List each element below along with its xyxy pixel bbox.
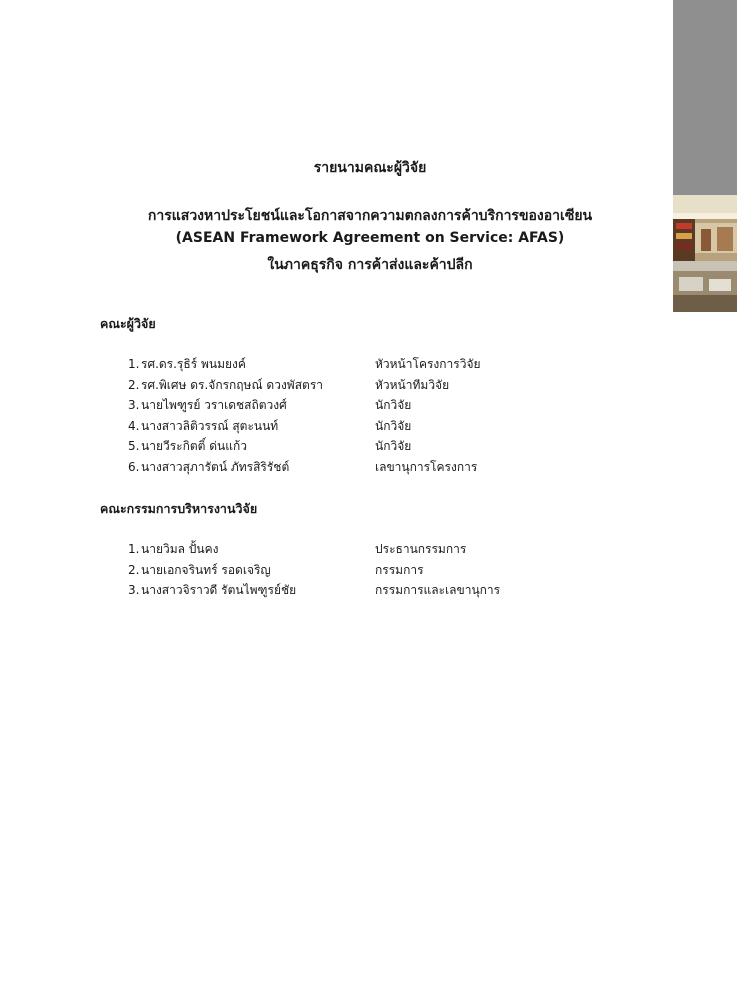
- section-heading-research-committee: คณะกรรมการบริหารงานวิจัย: [100, 501, 258, 516]
- member-role: นักวิจัย: [375, 439, 412, 453]
- member-role: นักวิจัย: [375, 398, 412, 412]
- list-item: [128, 457, 648, 478]
- member-name: รศ.พิเศษ ดร.จักรกฤษณ์ ดวงพัสตรา: [141, 377, 324, 392]
- list-item: [128, 354, 648, 375]
- member-name: นายไพฑูรย์ วราเดชสถิตวงศ์: [141, 398, 287, 412]
- item-number: 1.: [128, 357, 140, 371]
- member-role: กรรมการและเลขานุการ: [375, 583, 501, 597]
- store-interior-photo: [673, 195, 737, 312]
- member-role: หัวหน้าทีมวิจัย: [375, 377, 450, 392]
- member-role: เลขานุการโครงการ: [375, 459, 478, 474]
- research-committee-list: [128, 539, 648, 601]
- item-number: 6.: [128, 459, 140, 474]
- list-item: [128, 395, 648, 416]
- item-number: 3.: [128, 398, 140, 412]
- item-number: 2.: [128, 562, 140, 577]
- member-role: ประธานกรรมการ: [375, 542, 467, 556]
- research-team-list: [128, 354, 648, 477]
- project-title-line-1: การแสวงหาประโยชน์และโอกาสจากความตกลงการค้าบริการของอาเซียน: [147, 208, 593, 224]
- document-title: รายนามคณะผู้วิจัย: [313, 160, 427, 176]
- member-role: หัวหน้าโครงการวิจัย: [375, 357, 481, 371]
- item-number: 2.: [128, 377, 140, 392]
- side-band-decoration: [673, 0, 737, 195]
- item-number: 4.: [128, 418, 140, 433]
- list-item: [128, 416, 648, 437]
- project-title-line-3: ในภาคธุรกิจ การค้าส่งและค้าปลีก: [267, 257, 473, 273]
- member-name: นางสาวจิราวดี รัตนไพฑูรย์ชัย: [141, 583, 297, 597]
- member-role: กรรมการ: [375, 562, 424, 577]
- member-name: นางสาวสุภารัตน์ ภัทรสิริรัชต์: [141, 459, 290, 474]
- list-item: [128, 580, 648, 601]
- member-name: รศ.ดร.รุธิร์ พนมยงค์: [141, 357, 246, 371]
- member-name: นายวิมล ปั้นคง: [141, 542, 219, 556]
- list-item: [128, 436, 648, 457]
- section-heading-research-team: คณะผู้วิจัย: [100, 316, 156, 331]
- item-number: 5.: [128, 439, 140, 453]
- list-item: [128, 539, 648, 560]
- list-item: [128, 560, 648, 581]
- list-item: [128, 375, 648, 396]
- member-name: นายเอกจรินทร์ รอดเจริญ: [141, 562, 271, 577]
- member-name: นางสาวลิติวรรณ์ สุตะนนท์: [141, 418, 279, 433]
- member-role: นักวิจัย: [375, 418, 412, 433]
- project-title-line-2: (ASEAN Framework Agreement on Service: AFAS): [175, 230, 565, 246]
- member-name: นายวีระกิตติ์ ด่นแก้ว: [141, 439, 248, 453]
- item-number: 1.: [128, 542, 140, 556]
- item-number: 3.: [128, 583, 140, 597]
